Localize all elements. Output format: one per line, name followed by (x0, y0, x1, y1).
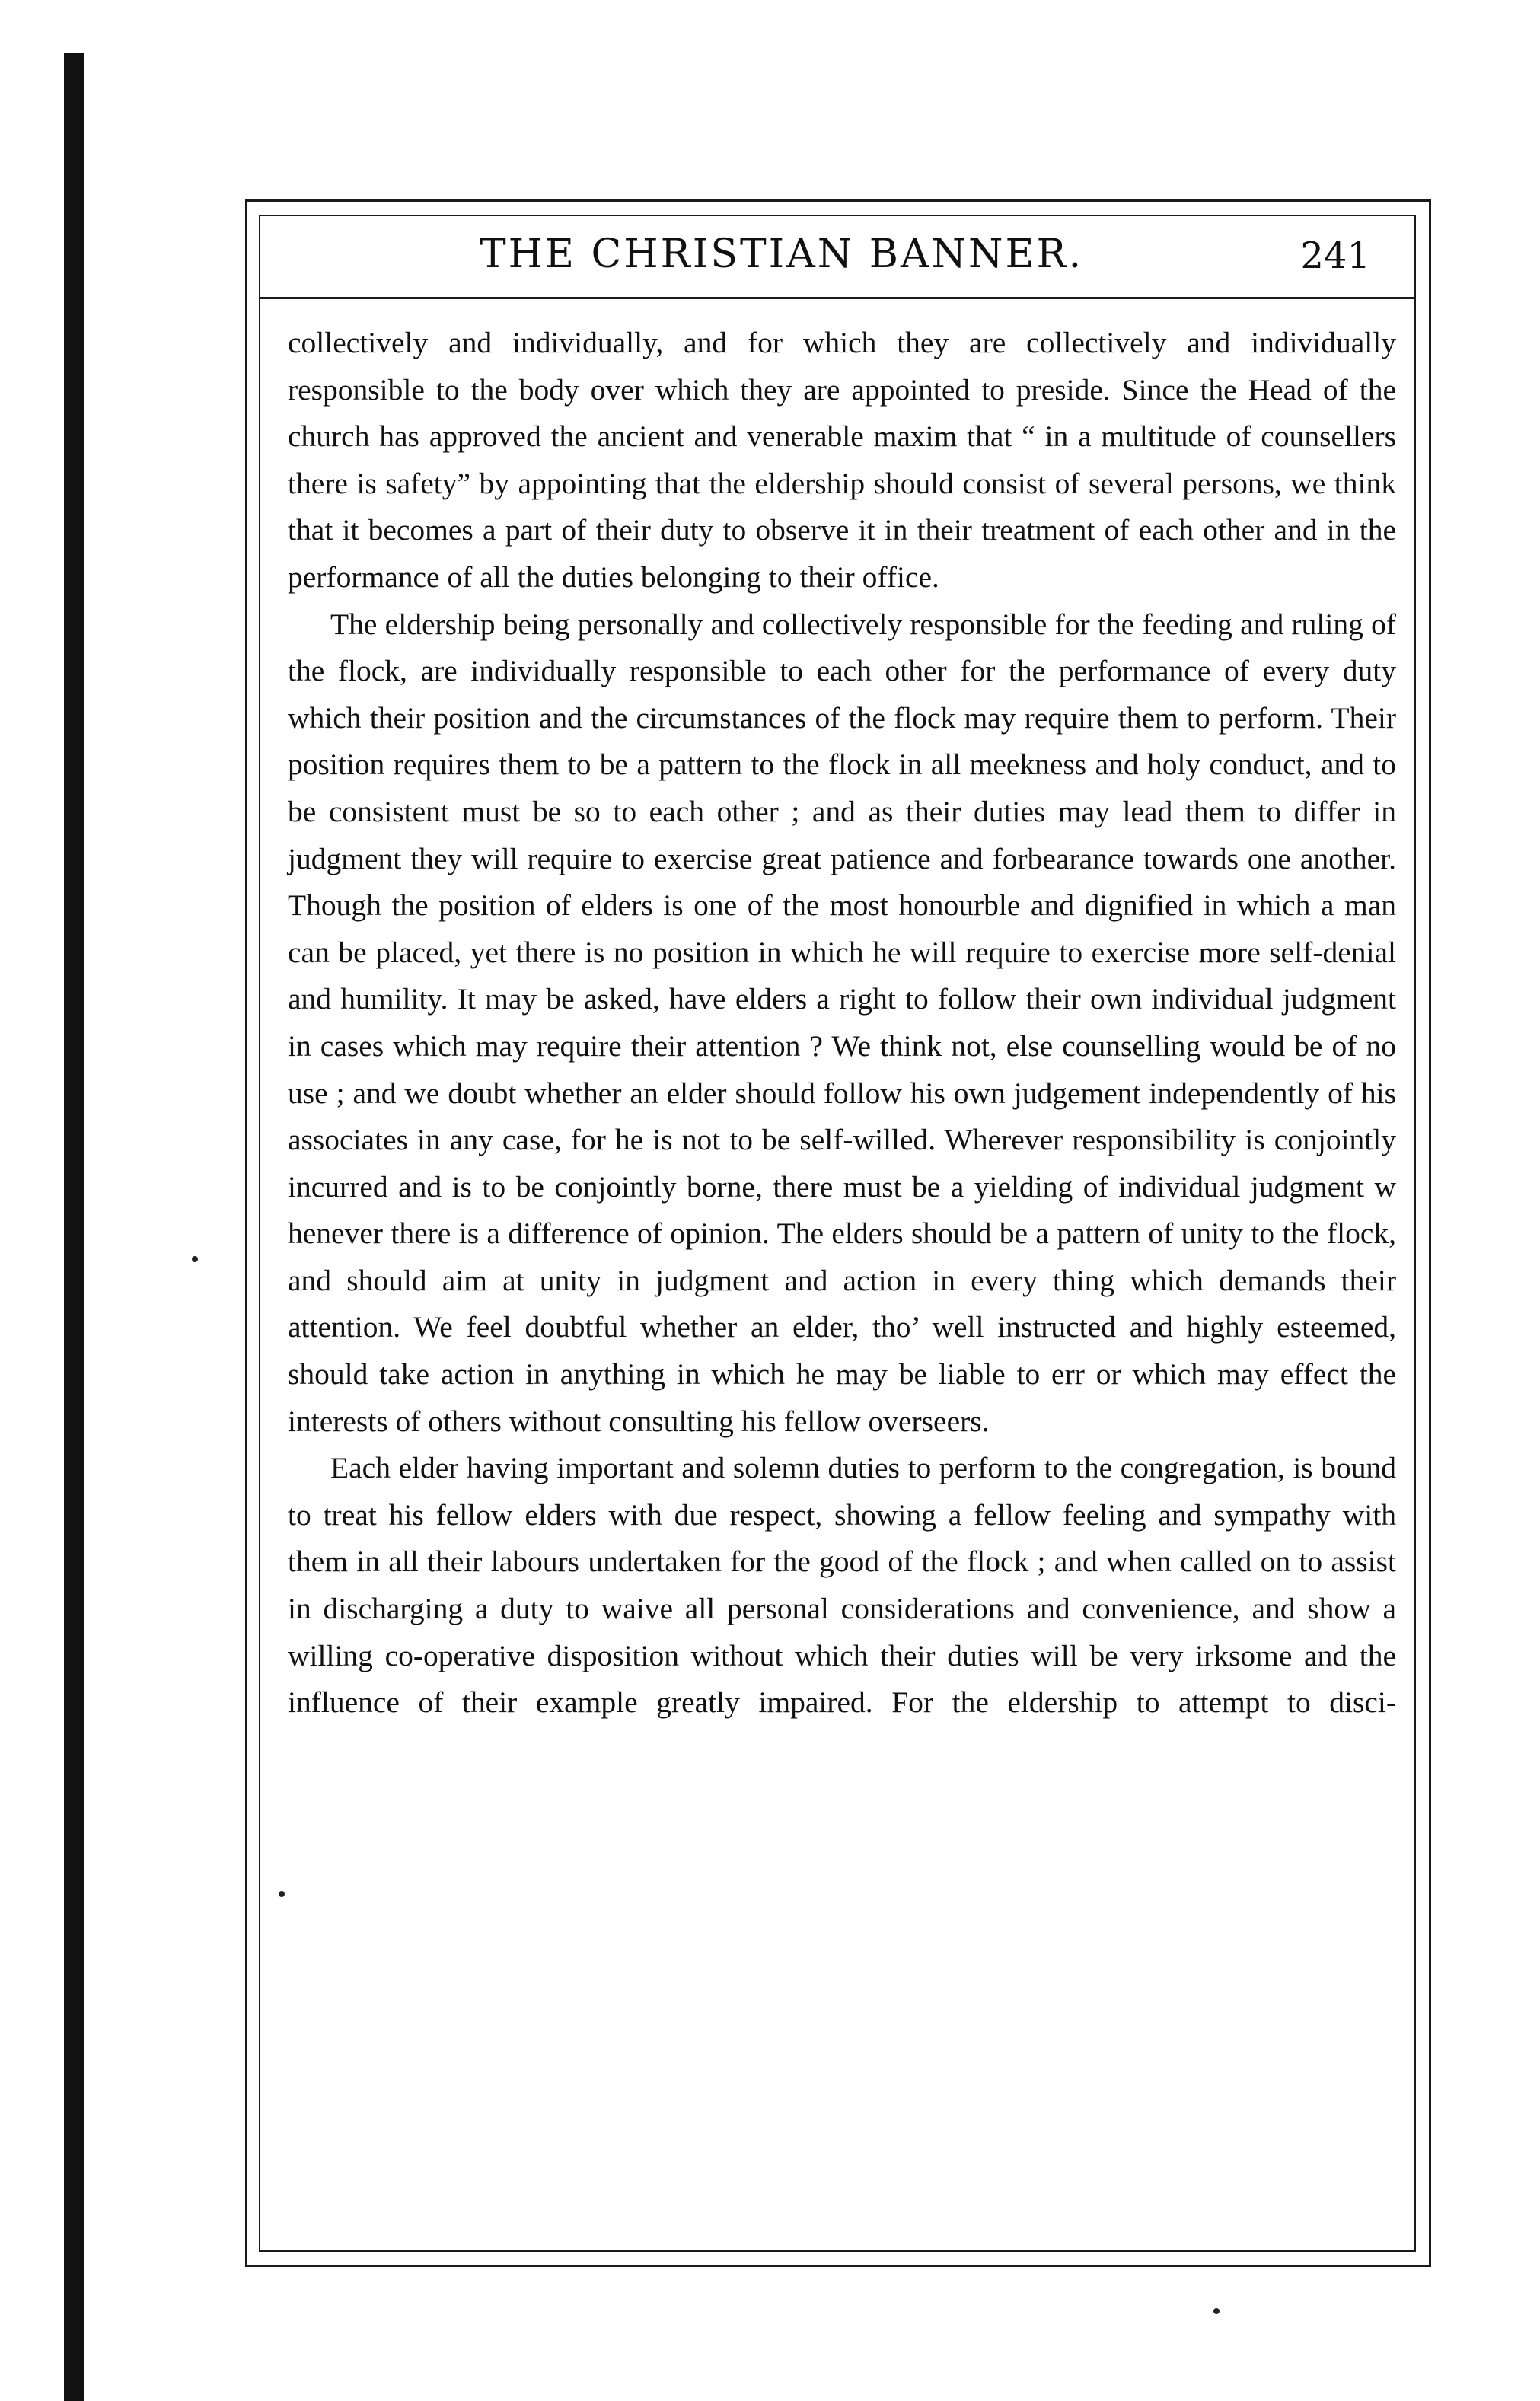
stray-ink-dot (192, 1256, 198, 1262)
running-title: THE CHRISTIAN BANNER. (480, 231, 1084, 277)
binding-edge-bar (64, 53, 84, 2401)
stray-ink-dot (279, 1891, 285, 1897)
paragraph-each-elder: Each elder having important and solemn duties to perform to the congregation, is bound to treat his fellow elders with due respect, showing a fellow feeling and sympathy with them in all their labours undertaken for the good of the flock ; and when called on to assist in discharging a duty to waive all personal considerations and convenience, and show a willing co-operative disposition without which their duties will be very irksome and the influence of their example greatly impaired. For the eldership to attempt to disci- (288, 1451, 1396, 1720)
paragraph-continued: collectively and individually, and for which they are collectively and individually responsible to the body over which they are appointed to preside. Since the Head of the church has approved the ancient and venerable maxim that “ in a multitude of counsellers there is safety” by appointing that the eldership should consist of several persons, we think that it becomes a part of their duty to observe it in their treatment of each other and in the performance of all the duties belonging to their office. (288, 326, 1396, 594)
page-number: 241 (1300, 234, 1370, 277)
running-header (274, 225, 1401, 286)
stray-ink-dot (1213, 2308, 1220, 2314)
paragraph-eldership-responsibility: The eldership being personally and collectively responsible for the feeding and ruling of the flock, are individually responsible to each other for the performance of every duty which their position and the circumstances of the flock may require them to perform. Their position requires them to be a pattern to the flock in all meekness and holy conduct, and to be consistent must be so to each other ; and as their duties may lead them to differ in judgment they will require to exercise great patience and forbearance towards one another. Though the position of elders is one of the most honourble and dignified in which a man can be placed, yet there is no position in which he will require to exercise more self-denial and humility. It may be asked, have elders a right to follow their own individual judgment in cases which may require their attention ? We think not, else counselling would be of no use ; and we doubt whether an elder should follow his own judgement independently of his associates in any case, for he is not to be self-willed. Wherever responsibility is conjointly incurred and is to be conjointly borne, there must be a yielding of individual judgment w henever there is a difference of opinion. The elders should be a pattern of unity to the flock, and should aim at unity in judgment and action in every thing which demands their attention. We feel doubtful whether an elder, tho’ well instructed and highly esteemed, should take action in anything in which he may be liable to err or which may effect the interests of others without consulting his fellow overseers. (288, 607, 1396, 1438)
article-body (288, 320, 1396, 1727)
header-rule (259, 297, 1416, 299)
